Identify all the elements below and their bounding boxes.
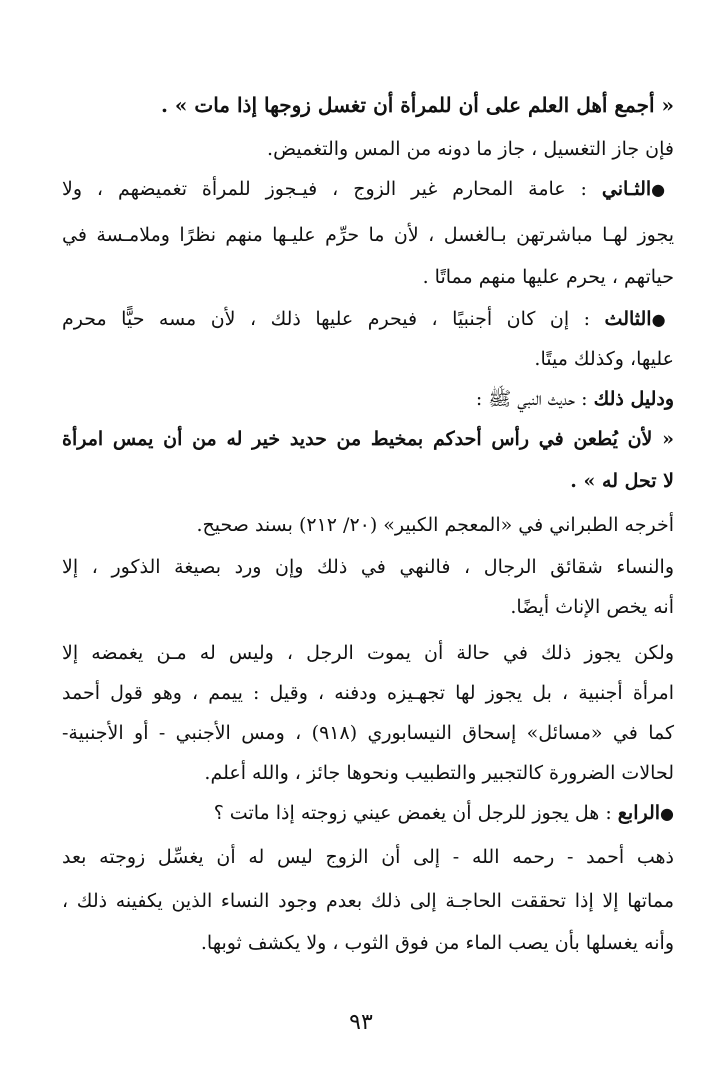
text-line: يجوز لهـا مباشرتهن بـالغسل ، لأن ما حرِّم عليـها منهم نظرًا وملامـسة في <box>62 224 674 246</box>
text-line: حياتهم ، يحرم عليها منهم مماتًا . <box>422 266 674 288</box>
section-label: الثـاني <box>601 178 652 200</box>
bullet-icon: ● <box>660 804 674 823</box>
citation-line: أخرجه الطبراني في «المعجم الكبير» (٢٠/ ٢١٢) بسند صحيح. <box>196 514 674 536</box>
text-line <box>476 384 674 414</box>
section-label: ودليل ذلك <box>593 388 674 410</box>
text-line: امرأة أجنبية ، بل يجوز لها تجهـيزه ودفنه ، وقيل : ييمم ، وهو قول أحمد <box>62 682 674 704</box>
text-line: مماتها إلا إذا تحققت الحاجـة إلى ذلك بعدم وجود النساء الذين يكفينه ذلك ، <box>62 890 674 912</box>
document-page <box>62 82 674 1042</box>
hadith-line: « لأن يُطعن في رأس أحدكم بمخيط من حديد خير له من أن يمس امرأة <box>62 428 674 450</box>
text-line <box>62 174 674 204</box>
text-line: « أجمع أهل العلم على أن للمرأة أن تغسل زوجها إذا مات » . <box>161 93 674 117</box>
text-line: فإن جاز التغسيل ، جاز ما دونه من المس والتغميض. <box>267 138 674 160</box>
line-text: : إن كان أجنبيًا ، فيحرم عليها ذلك ، لأن مسه حيًّا محرم <box>62 308 605 330</box>
text-line: أنه يخص الإناث أيضًا. <box>510 596 674 618</box>
line-text: : هل يجوز للرجل أن يغمض عيني زوجته إذا ماتت ؟ <box>213 802 618 824</box>
bullet-icon: ● <box>651 180 674 199</box>
line-text: : حديث النبي ﷺ : <box>475 388 594 410</box>
section-label: الثالث <box>604 308 652 330</box>
text-line: والنساء شقائق الرجال ، فالنهي في ذلك وإن ورد بصيغة الذكور ، إلا <box>62 556 674 578</box>
text-line: كما في «مسائل» إسحاق النيسابوري (٩١٨) ، ومس الأجنبي - أو الأجنبية- <box>62 722 675 744</box>
text-line <box>62 304 674 334</box>
text-line: عليها، وكذلك ميتًا. <box>534 348 674 370</box>
line-text: : عامة المحارم غير الزوج ، فيـجوز للمرأة تغميضهم ، ولا <box>62 178 602 200</box>
hadith-line: لا تحل له » . <box>570 470 674 492</box>
text-line: ذهب أحمد - رحمه الله - إلى أن الزوج ليس له أن يغسِّل زوجته بعد <box>62 846 674 868</box>
text-line: وأنه يغسلها بأن يصب الماء من فوق الثوب ، ولا يكشف ثوبها. <box>200 932 674 954</box>
page-number: ٩٣ <box>349 1010 373 1035</box>
text-line: ولكن يجوز ذلك في حالة أن يموت الرجل ، وليس له مـن يغمضه إلا <box>62 642 674 664</box>
bullet-icon: ● <box>651 310 674 329</box>
text-line <box>214 798 674 828</box>
text-line: لحالات الضرورة كالتجبير والتطبيب ونحوها جائز ، والله أعلم. <box>204 762 674 784</box>
section-label: الرابع <box>617 802 661 824</box>
